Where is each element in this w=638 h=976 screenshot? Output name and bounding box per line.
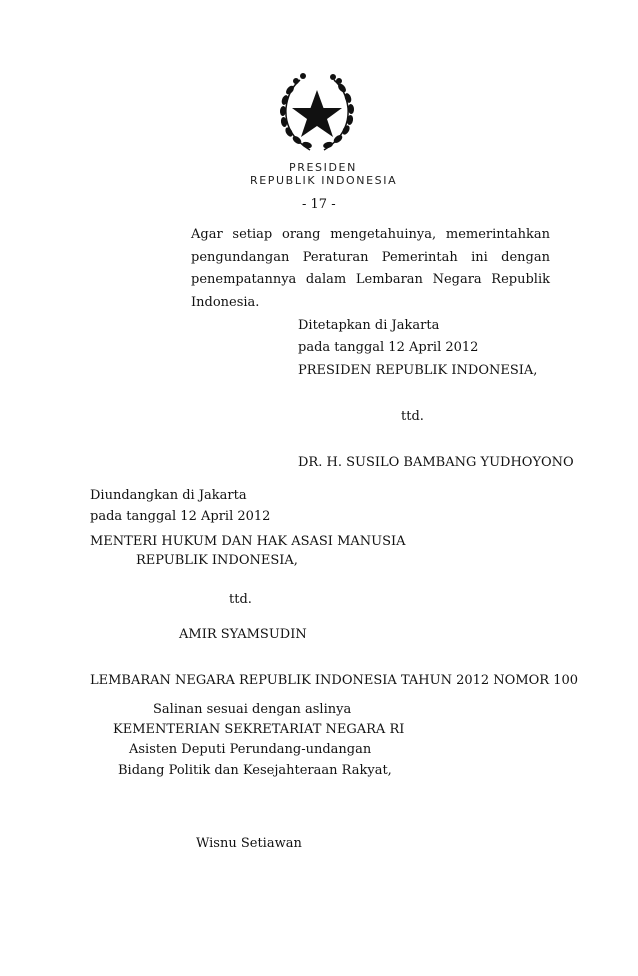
- promulgation-signatory-name: AMIR SYAMSUDIN: [179, 627, 307, 642]
- certification-line4: Bidang Politik dan Kesejahteraan Rakyat,: [118, 763, 392, 778]
- certification-signatory-name: Wisnu Setiawan: [196, 836, 302, 851]
- header-republik-indonesia: REPUBLIK INDONESIA: [250, 174, 398, 187]
- enactment-date: pada tanggal 12 April 2012: [298, 340, 479, 355]
- page-number: - 17 -: [302, 197, 336, 212]
- header-presiden: PRESIDEN: [289, 161, 357, 174]
- enactment-signatory-name: DR. H. SUSILO BAMBANG YUDHOYONO: [298, 455, 574, 470]
- promulgation-office-line2: REPUBLIK INDONESIA,: [136, 553, 298, 568]
- body-paragraph: Agar setiap orang mengetahuinya, memerintahkan pengundangan Peraturan Pemerintah ini dengan penempatannya dalam Lembaran Negara Republik Indonesia.: [191, 227, 550, 310]
- enactment-place: Ditetapkan di Jakarta: [298, 318, 440, 333]
- promulgation-signed: ttd.: [229, 592, 252, 607]
- promulgation-office-line1: MENTERI HUKUM DAN HAK ASASI MANUSIA: [90, 534, 406, 549]
- enactment-signed: ttd.: [401, 409, 424, 424]
- certification-line3: Asisten Deputi Perundang-undangan: [129, 742, 372, 757]
- certification-line1: Salinan sesuai dengan aslinya: [153, 702, 352, 717]
- certification-line2: KEMENTERIAN SEKRETARIAT NEGARA RI: [113, 722, 405, 737]
- enactment-office: PRESIDEN REPUBLIK INDONESIA,: [298, 363, 538, 378]
- promulgation-date: pada tanggal 12 April 2012: [90, 509, 271, 524]
- gazette-reference: LEMBARAN NEGARA REPUBLIK INDONESIA TAHUN 2012 NOMOR 100: [90, 673, 579, 688]
- promulgation-place: Diundangkan di Jakarta: [90, 488, 247, 503]
- national-emblem-icon: [272, 68, 362, 158]
